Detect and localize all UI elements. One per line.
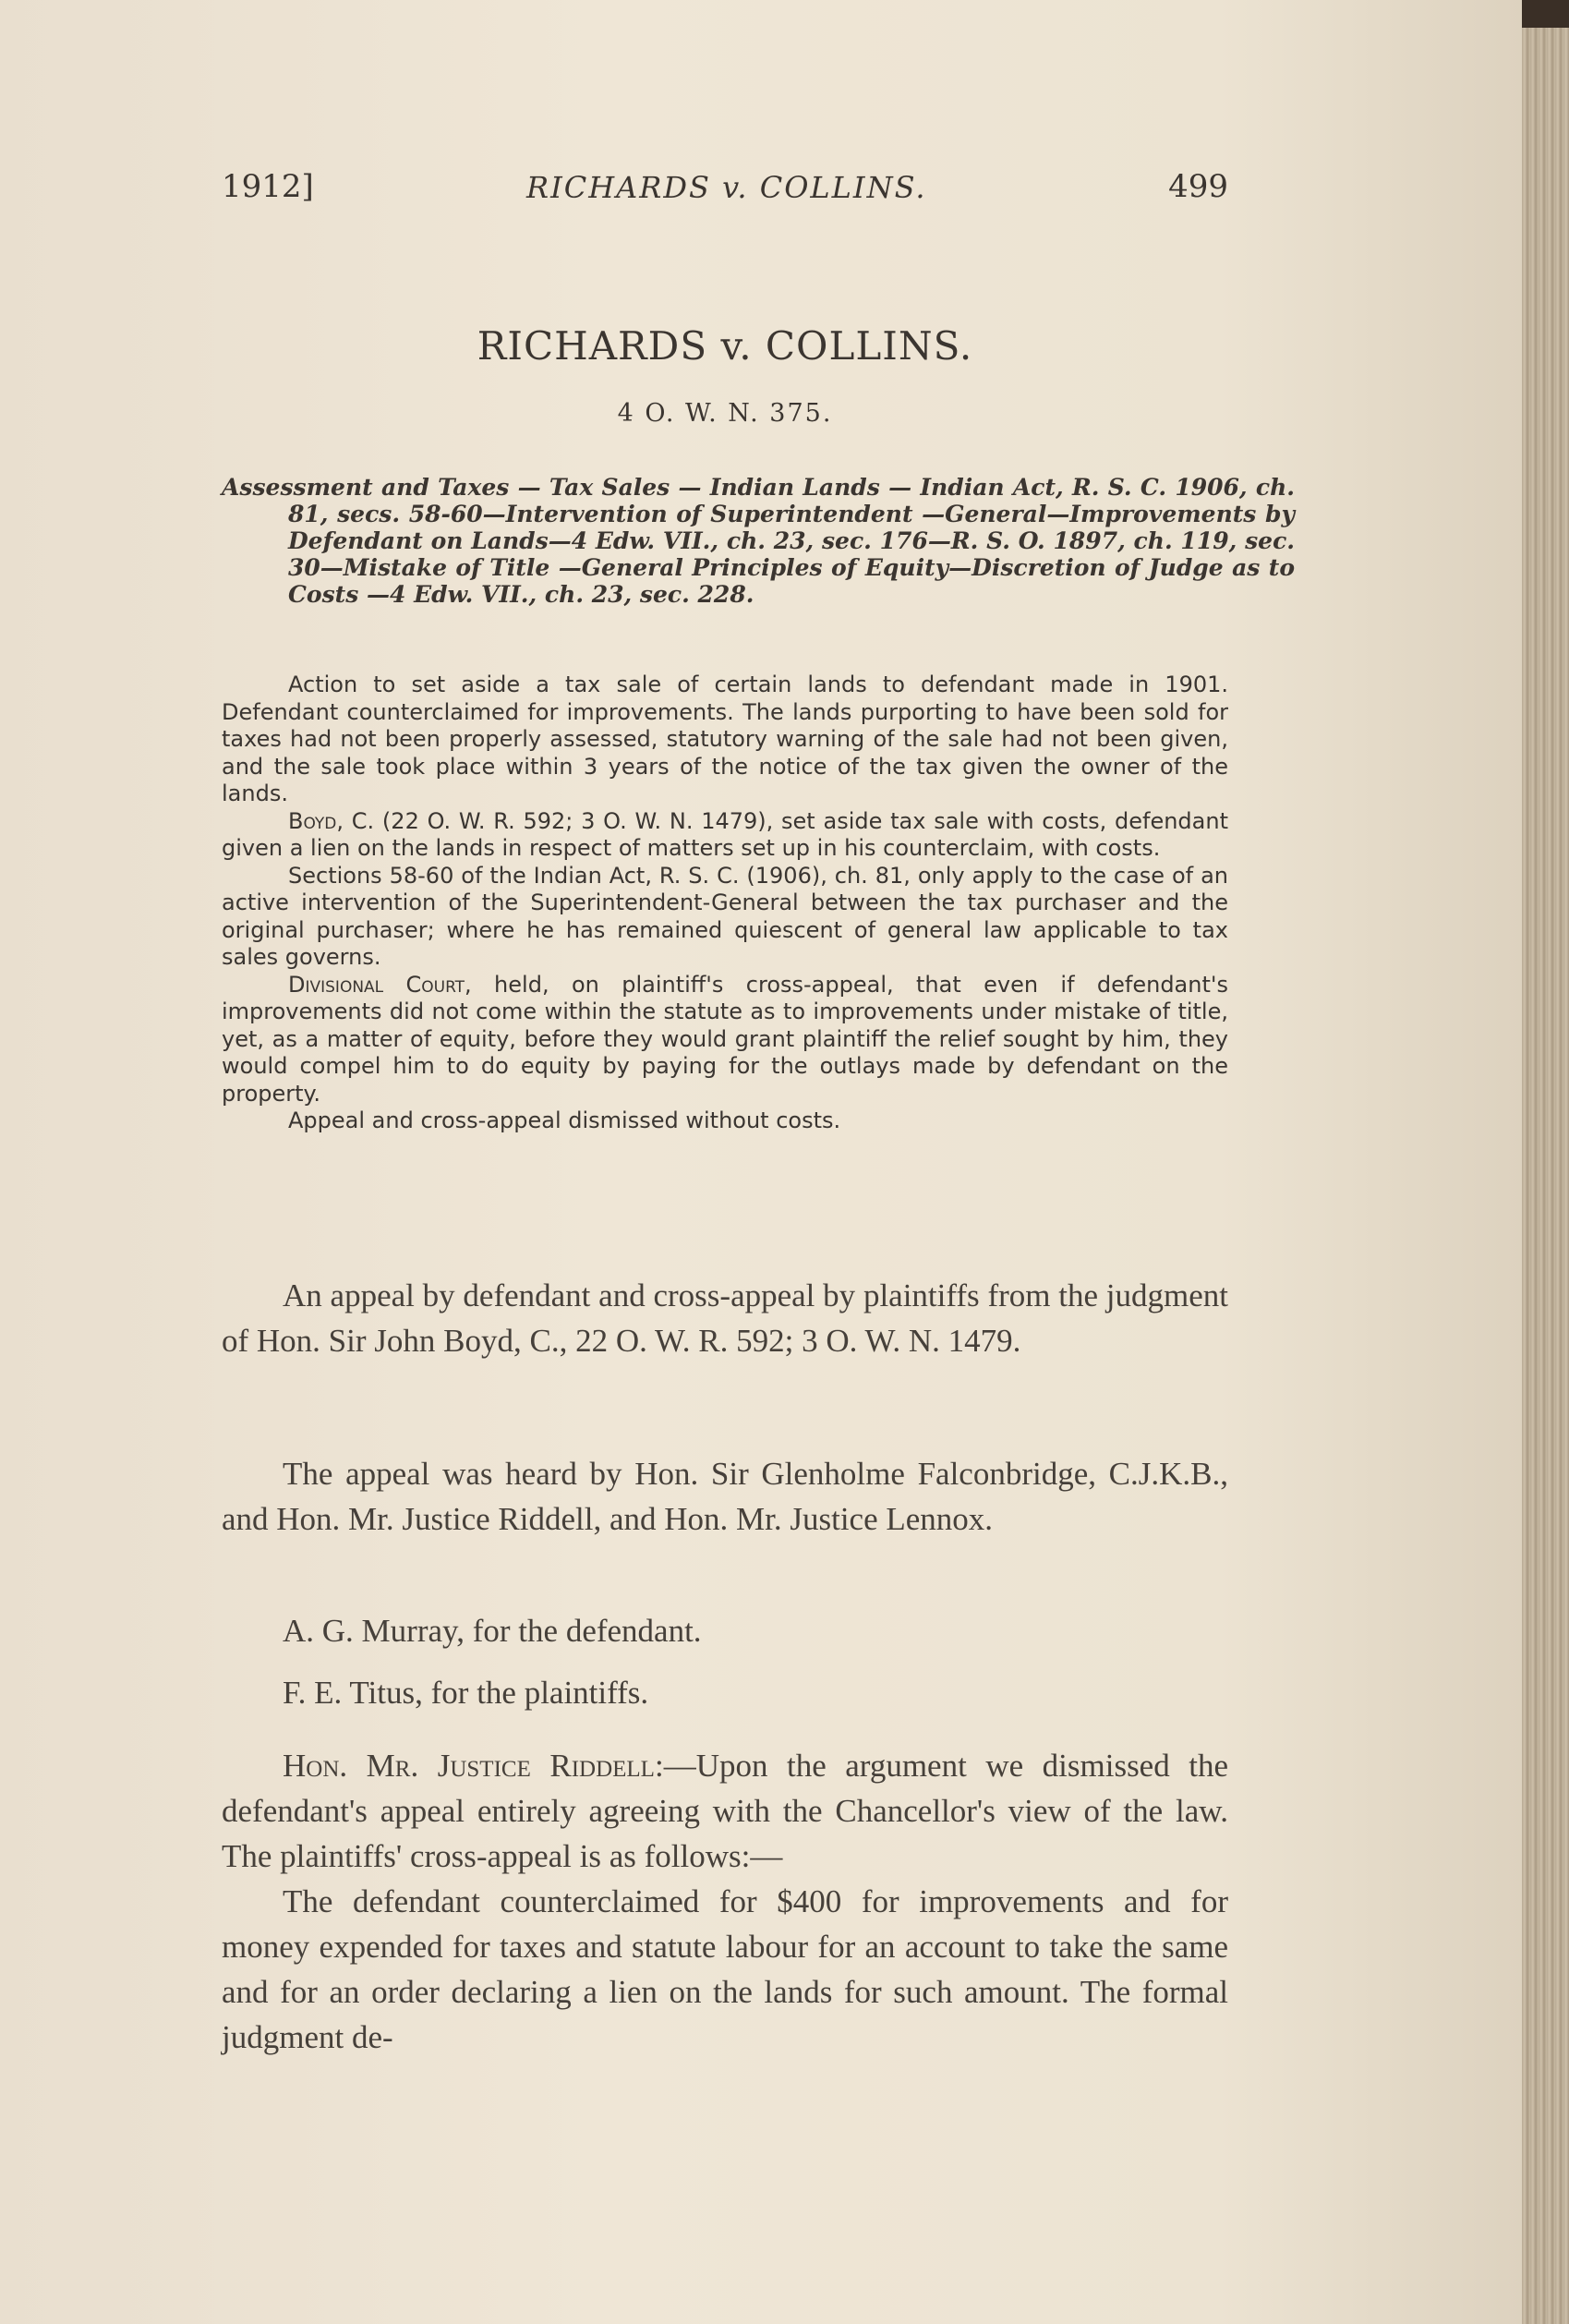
judgment-opening: Hon. Mr. Justice Riddell:—Upon the argument we dismissed the defendant's appeal entirely agreeing with the Chancellor's view of the law. The plaintiffs' cross-appeal is as follows:— <box>222 1748 1228 1874</box>
summary-lead: Divisional Court, <box>288 971 472 998</box>
page-edge <box>1522 28 1569 2324</box>
page-number: 499 <box>1168 168 1228 205</box>
running-head-title: RICHARDS v. COLLINS. <box>526 170 927 205</box>
case-title: RICHARDS v. COLLINS. <box>477 323 973 369</box>
summary-lead: Boyd, C. <box>288 807 375 834</box>
counsel-defendant: A. G. Murray, for the defendant. <box>283 1613 702 1649</box>
heard-by-text: The appeal was heard by Hon. Sir Glenholme Falconbridge, C.J.K.B., and Hon. Mr. Justice Riddell, and Hon. Mr. Justice Lennox. <box>222 1456 1228 1537</box>
case-citation: 4 O. W. N. 375. <box>617 399 833 428</box>
running-head <box>222 168 1228 214</box>
summary-paragraph: Sections 58-60 of the Indian Act, R. S. C. (1906), ch. 81, only apply to the case of an active intervention of the Superintendent-General between the tax purchaser and the original purchaser; where he has remained quiescent of general law applicable to tax sales governs. <box>222 862 1228 970</box>
counsel-plaintiffs: F. E. Titus, for the plaintiffs. <box>283 1675 649 1711</box>
appeal-intro <box>222 1273 1228 1363</box>
headnote: Assessment and Taxes — Tax Sales — Indian Lands — Indian Act, R. S. C. 1906, ch. 81, secs. 58-60—Intervention of Superintendent —General—Improvements by Defendant on Lands—4 Edw. VII., ch. 23, sec. 176—R. S. O. 1897, ch. 119, sec. 30—Mistake of Title —General Principles of Equity—Discretion of Judge as to Costs —4 Edw. VII., ch. 23, sec. 228. <box>222 474 1295 608</box>
appeal-intro-text: An appeal by defendant and cross-appeal by plaintiffs from the judgment of Hon. Sir John Boyd, C., 22 O. W. R. 592; 3 O. W. N. 1479. <box>222 1277 1228 1359</box>
judgment <box>222 1743 1228 2060</box>
judge-name: Hon. Mr. Justice Riddell: <box>283 1748 664 1784</box>
running-head-year: 1912] <box>222 168 314 205</box>
judgment-paragraph: The defendant counterclaimed for $400 for improvements and for money expended for taxes and statute labour for an account to take the same and for an order declaring a lien on the lands for such amount. The formal judgment de- <box>222 1883 1228 2055</box>
summary-paragraph: Action to set aside a tax sale of certain lands to defendant made in 1901. Defendant counterclaimed for improvements. The lands purporting to have been sold for taxes had not been properly assessed, statutory warning of the sale had not been given, and the sale took place within 3 years of the notice of the tax given the owner of the lands. <box>222 672 1228 806</box>
case-summary <box>222 672 1228 1135</box>
summary-paragraph: Divisional Court, held, on plaintiff's cross-appeal, that even if defendant's improvements did not come within the statute as to improvements under mistake of title, yet, as a matter of equity, before they would grant plaintiff the relief sought by him, they would compel him to do equity by paying for the outlays made by defendant on the property. <box>222 971 1228 1107</box>
summary-paragraph: Boyd, C. (22 O. W. R. 592; 3 O. W. N. 1479), set aside tax sale with costs, defendant given a lien on the lands in respect of matters set up in his counterclaim, with costs. <box>222 807 1228 861</box>
heard-by <box>222 1451 1228 1542</box>
summary-paragraph: Appeal and cross-appeal dismissed without costs. <box>288 1108 841 1133</box>
counsel-list <box>222 1608 1228 1732</box>
